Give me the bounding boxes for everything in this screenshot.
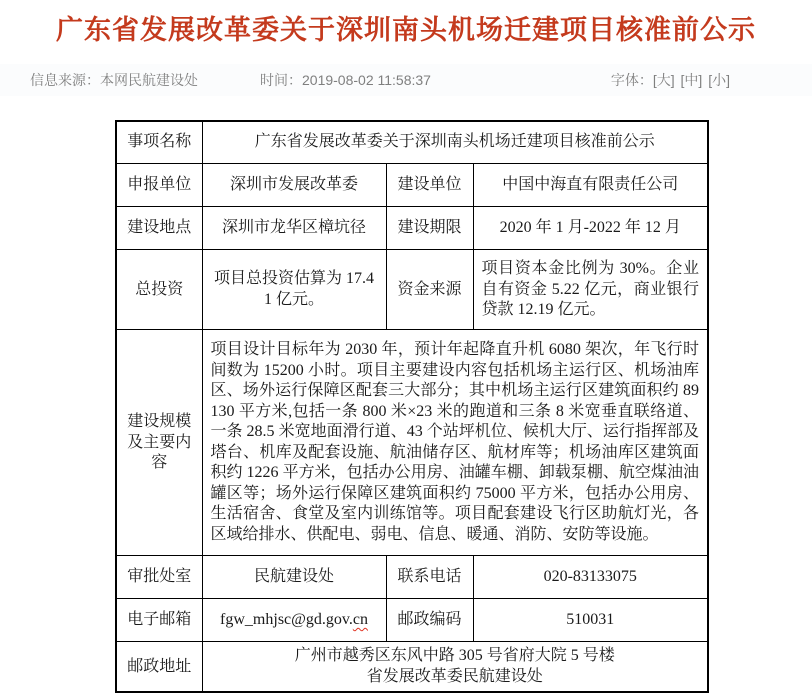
value-construction-unit: 中国中海直有限责任公司	[473, 164, 708, 207]
label-construction-period: 建设期限	[386, 207, 473, 250]
value-postal-code: 510031	[473, 599, 708, 642]
font-size-medium-button[interactable]: [中]	[680, 71, 703, 88]
value-email	[202, 599, 386, 642]
value-approval-office: 民航建设处	[202, 556, 386, 599]
font-size-small-button[interactable]: [小]	[708, 71, 730, 88]
label-funding-source: 资金来源	[386, 250, 473, 330]
label-contact-phone: 联系电话	[386, 556, 473, 599]
table-row-email-postcode	[116, 599, 708, 642]
font-size-control	[611, 70, 732, 90]
publish-time	[260, 70, 431, 90]
page-title: 广东省发展改革委关于深圳南头机场迁建项目核准前公示	[56, 15, 756, 45]
publish-time-value: 2019-08-02 11:58:37	[302, 71, 431, 88]
table-row-units	[116, 164, 708, 207]
value-funding-source: 项目资本金比例为 30%。企业自有资金 5.22 亿元，商业银行贷款 12.19 亿元。	[473, 250, 708, 330]
label-construction-unit: 建设单位	[386, 164, 473, 207]
table-row-scale-content	[116, 330, 708, 556]
label-construction-site: 建设地点	[116, 207, 202, 250]
value-declaring-unit: 深圳市发展改革委	[202, 164, 386, 207]
table-row-investment	[116, 250, 708, 330]
project-notice-table	[115, 120, 709, 693]
email-address: fgw_mhjsc@gd.gov.	[220, 611, 353, 628]
label-postal-address: 邮政地址	[116, 642, 202, 693]
value-construction-period: 2020 年 1 月-2022 年 12 月	[473, 207, 708, 250]
table-row-approval-contact	[116, 556, 708, 599]
label-postal-code: 邮政编码	[386, 599, 473, 642]
email-address-spellcheck-underline: cn	[352, 611, 368, 628]
font-size-large-button[interactable]: [大]	[652, 71, 675, 88]
label-declaring-unit: 申报单位	[116, 164, 202, 207]
value-total-investment: 项目总投资估算为 17.41 亿元。	[202, 250, 386, 330]
value-scale-content: 项目设计目标年为 2030 年，预计年起降直升机 6080 架次，年飞行时间数为 15200 小时。项目主要建设内容包括机场主运行区、机场油库区、场外运行保障区配套三大部分；其中机场主运行区建筑面积约 89130 平方米,包括一条 800 米×23 米的跑道和三条 8 米宽垂直联络道、一条 28.5 米宽地面滑行道、43 个站坪机位、候机大厅、运行指挥部及塔台、机库及配套设施、航油储存区、航材库等；机场油库区建筑面积约 1226 平方米，包括办公用房、油罐车棚、卸载泵棚、航空煤油油罐区等；场外运行保障区建筑面积约 75000 平方米，包括办公用房、生活宿舍、食堂及室内训练馆等。项目配套建设飞行区助航灯光，各区域给排水、供配电、弱电、信息、暖通、消防、安防等设施。	[202, 330, 708, 556]
label-total-investment: 总投资	[116, 250, 202, 330]
value-construction-site: 深圳市龙华区樟坑径	[202, 207, 386, 250]
table-row-postal-address	[116, 642, 708, 693]
info-source	[30, 70, 198, 90]
postal-address-line2: 省发展改革委民航建设处	[366, 667, 543, 685]
label-approval-office: 审批处室	[116, 556, 202, 599]
value-item-name: 广东省发展改革委关于深圳南头机场迁建项目核准前公示	[202, 121, 708, 164]
table-row-location-period	[116, 207, 708, 250]
label-scale-content: 建设规模及主要内容	[116, 330, 202, 556]
label-email: 电子邮箱	[116, 599, 202, 642]
value-contact-phone: 020-83133075	[473, 556, 708, 599]
font-size-label: 字体：	[610, 71, 653, 88]
postal-address-line1: 广州市越秀区东风中路 305 号省府大院 5 号楼	[294, 647, 615, 665]
info-source-value: 本网民航建设处	[100, 71, 198, 88]
value-postal-address	[202, 642, 708, 693]
meta-bar	[0, 64, 812, 96]
table-row-item-name	[116, 121, 708, 164]
publish-time-label: 时间：	[260, 71, 302, 88]
label-item-name: 事项名称	[116, 121, 202, 164]
info-source-label: 信息来源：	[30, 71, 100, 88]
